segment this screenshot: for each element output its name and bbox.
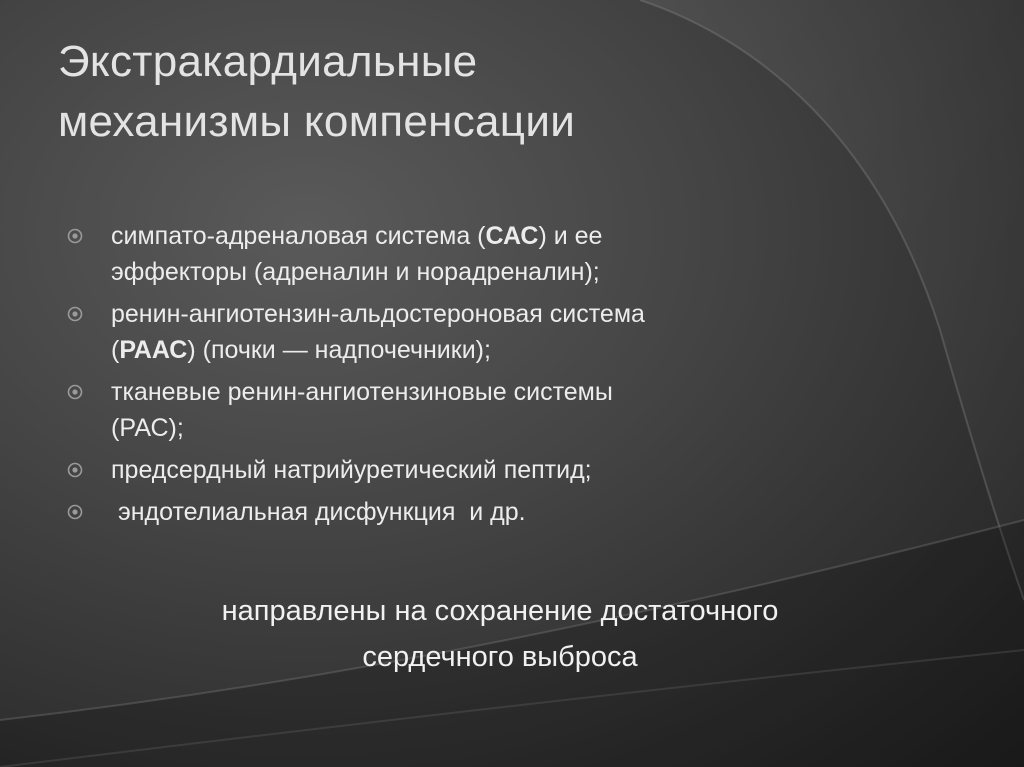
- circled-dot-icon: [67, 384, 83, 400]
- title-line-2: механизмы компенсации: [58, 97, 576, 146]
- bullet-item-ras: [60, 374, 860, 446]
- abbr-raas: РААС: [119, 336, 188, 364]
- bullet-text-line: тканевые ренин-ангиотензиновые системы: [111, 378, 613, 406]
- circled-dot-icon: [67, 462, 83, 478]
- circled-dot-icon: [67, 228, 83, 244]
- bullet-text-line: предсердный натрийуретический пептид;: [111, 456, 592, 484]
- bullet-text-line: (РАС);: [111, 414, 184, 442]
- circled-dot-icon: [67, 306, 83, 322]
- bullet-text-line: (РААС) (почки — надпочечники);: [111, 336, 491, 364]
- conclusion-line-2: сердечного выброса: [362, 641, 638, 673]
- bullet-text-line: ренин-ангиотензин-альдостероновая система: [111, 300, 645, 328]
- slide-title: [58, 32, 858, 152]
- bullet-text-line: симпато-адреналовая система (САС) и ее: [111, 222, 603, 250]
- conclusion-text: [60, 588, 940, 680]
- abbr-sas: САС: [485, 222, 539, 250]
- bullet-item-raas: [60, 296, 860, 368]
- bullet-item-sas: [60, 218, 860, 290]
- bullet-list: [60, 218, 860, 536]
- bullet-text-line: эндотелиальная дисфункция и др.: [111, 498, 526, 526]
- bullet-item-endothelial: [60, 494, 860, 530]
- conclusion-line-1: направлены на сохранение достаточного: [221, 595, 779, 627]
- bullet-item-natriuretic: [60, 452, 860, 488]
- bullet-text-line: эффекторы (адреналин и норадреналин);: [111, 258, 600, 286]
- title-line-1: Экстракардиальные: [58, 37, 478, 86]
- circled-dot-icon: [67, 504, 83, 520]
